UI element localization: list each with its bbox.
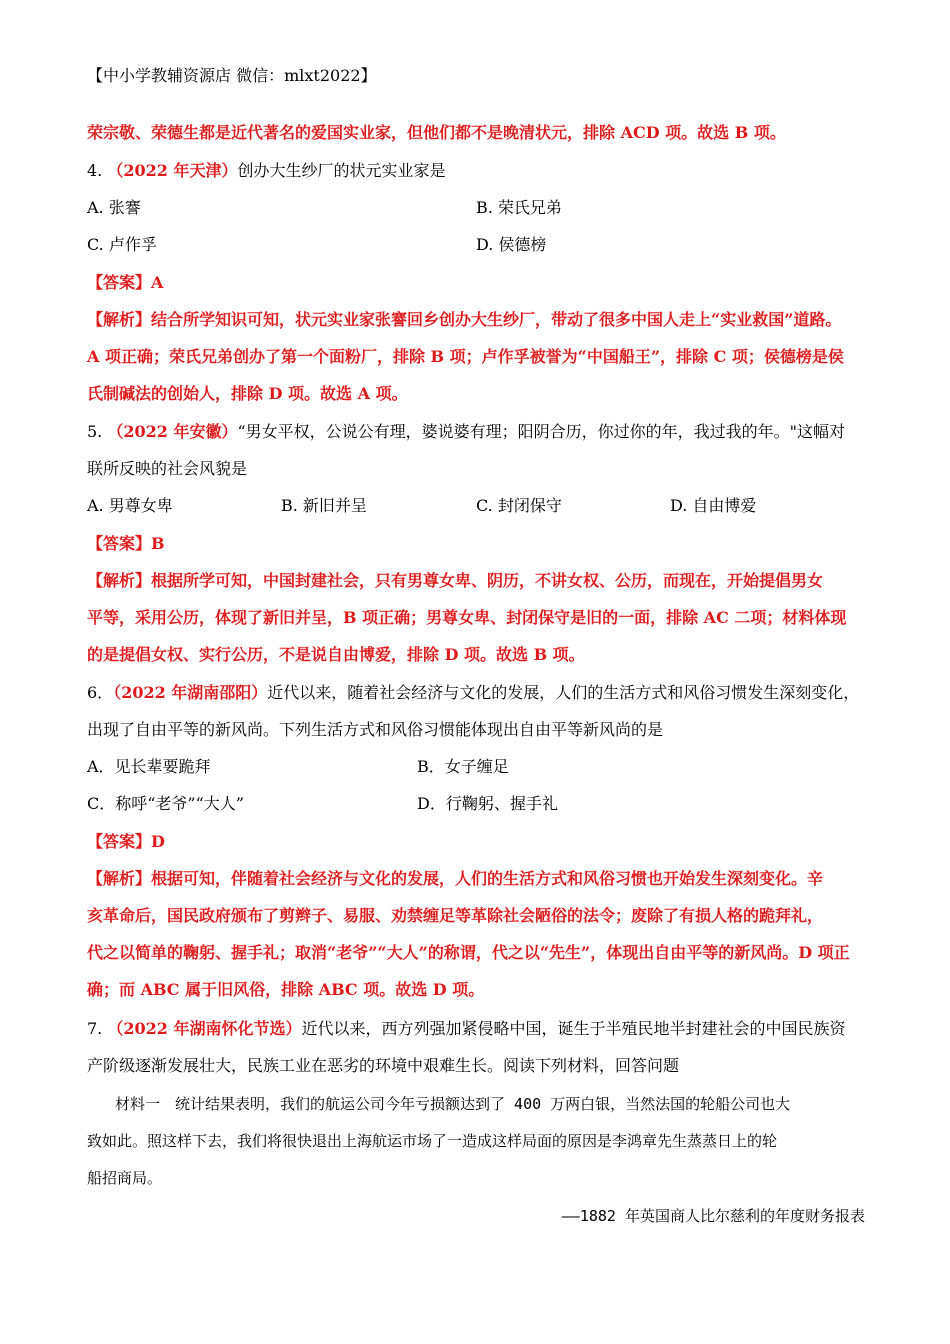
- question-6-stem-line-1: [87, 683, 859, 703]
- question-5-number: 5.: [87, 422, 108, 441]
- question-6-stem-line-2: 出现了自由平等的新风尚。下列生活方式和风俗习惯能体现出自由平等新风尚的是: [87, 720, 664, 739]
- question-6-option-d: D．行鞠躬、握手礼: [417, 794, 558, 813]
- question-4-stem: [87, 161, 445, 181]
- question-6-analysis-line-3: 代之以简单的鞠躬、握手礼；取消“老爷”“大人”的称谓，代之以“先生”，体现出自由平等的新风尚。D 项正: [87, 943, 850, 962]
- material-line-2: 致如此。照这样下去，我们将很快退出上海航运市场了一造成这样局面的原因是李鸿章先生蒸蒸日上的轮: [87, 1132, 778, 1150]
- question-7-source: （2022 年湖南怀化节选）: [107, 1019, 302, 1038]
- question-5-analysis-line-2: 平等，采用公历，体现了新旧并呈，B 项正确；男尊女卑、封闭保守是旧的一面，排除 AC 二项；材料体现: [87, 608, 847, 627]
- question-6-text: 近代以来，随着社会经济与文化的发展，人们的生活方式和风俗习惯发生深刻变化，: [267, 683, 860, 702]
- question-7-stem-line-2: 产阶级逐渐发展壮大，民族工业在恶劣的环境中艰难生长。阅读下列材料，回答问题: [87, 1056, 680, 1075]
- question-4-option-c: C. 卢作孚: [87, 235, 157, 254]
- material-line-1: 材料一 统计结果表明，我们的航运公司今年亏损额达到了 400 万两白银，当然法国的轮船公司也大: [115, 1095, 791, 1113]
- question-4-analysis-line-1: 【解析】结合所学知识可知，状元实业家张謇回乡创办大生纱厂，带动了很多中国人走上“实业救国”道路。: [87, 310, 842, 329]
- question-5-stem-line-2: 联所反映的社会风貌是: [87, 459, 248, 478]
- question-5-option-b: B. 新旧并呈: [281, 496, 367, 515]
- question-5-option-c: C. 封闭保守: [476, 496, 562, 515]
- material-source: ——1882 年英国商人比尔慈利的年度财务报表: [561, 1207, 865, 1225]
- question-4-text: 创办大生纱厂的状元实业家是: [237, 161, 446, 180]
- question-6-option-a: A．见长辈要跪拜: [87, 757, 211, 776]
- question-6-number: 6．: [87, 683, 114, 702]
- question-6-analysis-line-2: 亥革命后，国民政府颁布了剪辫子、易服、劝禁缠足等革除社会陋俗的法令；废除了有损人格的跪拜礼，: [87, 906, 824, 925]
- page-header: 【中小学教辅资源店 微信：mlxt2022】: [87, 66, 377, 85]
- question-5-analysis-line-3: 的是提倡女权、实行公历，不是说自由博爱，排除 D 项。故选 B 项。: [87, 645, 585, 664]
- question-4-option-b: B. 荣氏兄弟: [476, 198, 562, 217]
- previous-analysis-tail: 荣宗敬、荣德生都是近代著名的爱国实业家，但他们都不是晚清状元，排除 ACD 项。故选 B 项。: [87, 123, 786, 142]
- question-4-source: （2022 年天津）: [107, 161, 238, 180]
- question-4-answer: 【答案】A: [87, 273, 164, 292]
- question-6-option-c: C．称呼“老爷”“大人”: [87, 794, 244, 813]
- question-7-stem-line-1: [87, 1019, 845, 1039]
- question-4-analysis-line-3: 氏制碱法的创始人，排除 D 项。故选 A 项。: [87, 384, 408, 403]
- question-7-text: 近代以来，西方列强加紧侵略中国，诞生于半殖民地半封建社会的中国民族资: [301, 1019, 846, 1038]
- question-5-option-a: A. 男尊女卑: [87, 496, 173, 515]
- question-5-answer: 【答案】B: [87, 534, 165, 553]
- question-4-analysis-line-2: A 项正确；荣氏兄弟创办了第一个面粉厂，排除 B 项；卢作孚被誉为“中国船王”，排除 C 项；侯德榜是侯: [87, 347, 844, 366]
- question-6-source: （2022 年湖南邵阳）: [113, 683, 268, 702]
- question-7-number: 7.: [87, 1019, 108, 1038]
- question-4-number: 4.: [87, 161, 108, 180]
- material-line-3: 船招商局。: [87, 1169, 163, 1187]
- question-6-analysis-line-4: 确；而 ABC 属于旧风俗，排除 ABC 项。故选 D 项。: [87, 980, 485, 999]
- question-6-analysis-line-1: 【解析】根据可知，伴随着社会经济与文化的发展，人们的生活方式和风俗习惯也开始发生深刻变化。辛: [87, 869, 824, 888]
- question-5-source: （2022 年安徽）: [107, 422, 238, 441]
- question-6-option-b: B．女子缠足: [417, 757, 509, 776]
- question-5-option-d: D. 自由博爱: [670, 496, 757, 515]
- question-5-stem-line-1: [87, 422, 845, 442]
- question-4-option-a: A. 张謇: [87, 198, 141, 217]
- question-4-option-d: D. 侯德榜: [476, 235, 547, 254]
- question-5-analysis-line-1: 【解析】根据所学可知，中国封建社会，只有男尊女卑、阴历，不讲女权、公历，而现在，开始提倡男女: [87, 571, 824, 590]
- question-6-answer: 【答案】D: [87, 832, 165, 851]
- question-5-text: “男女平权，公说公有理，婆说婆有理；阳阴合历，你过你的年，我过我的年。"这幅对: [237, 422, 846, 441]
